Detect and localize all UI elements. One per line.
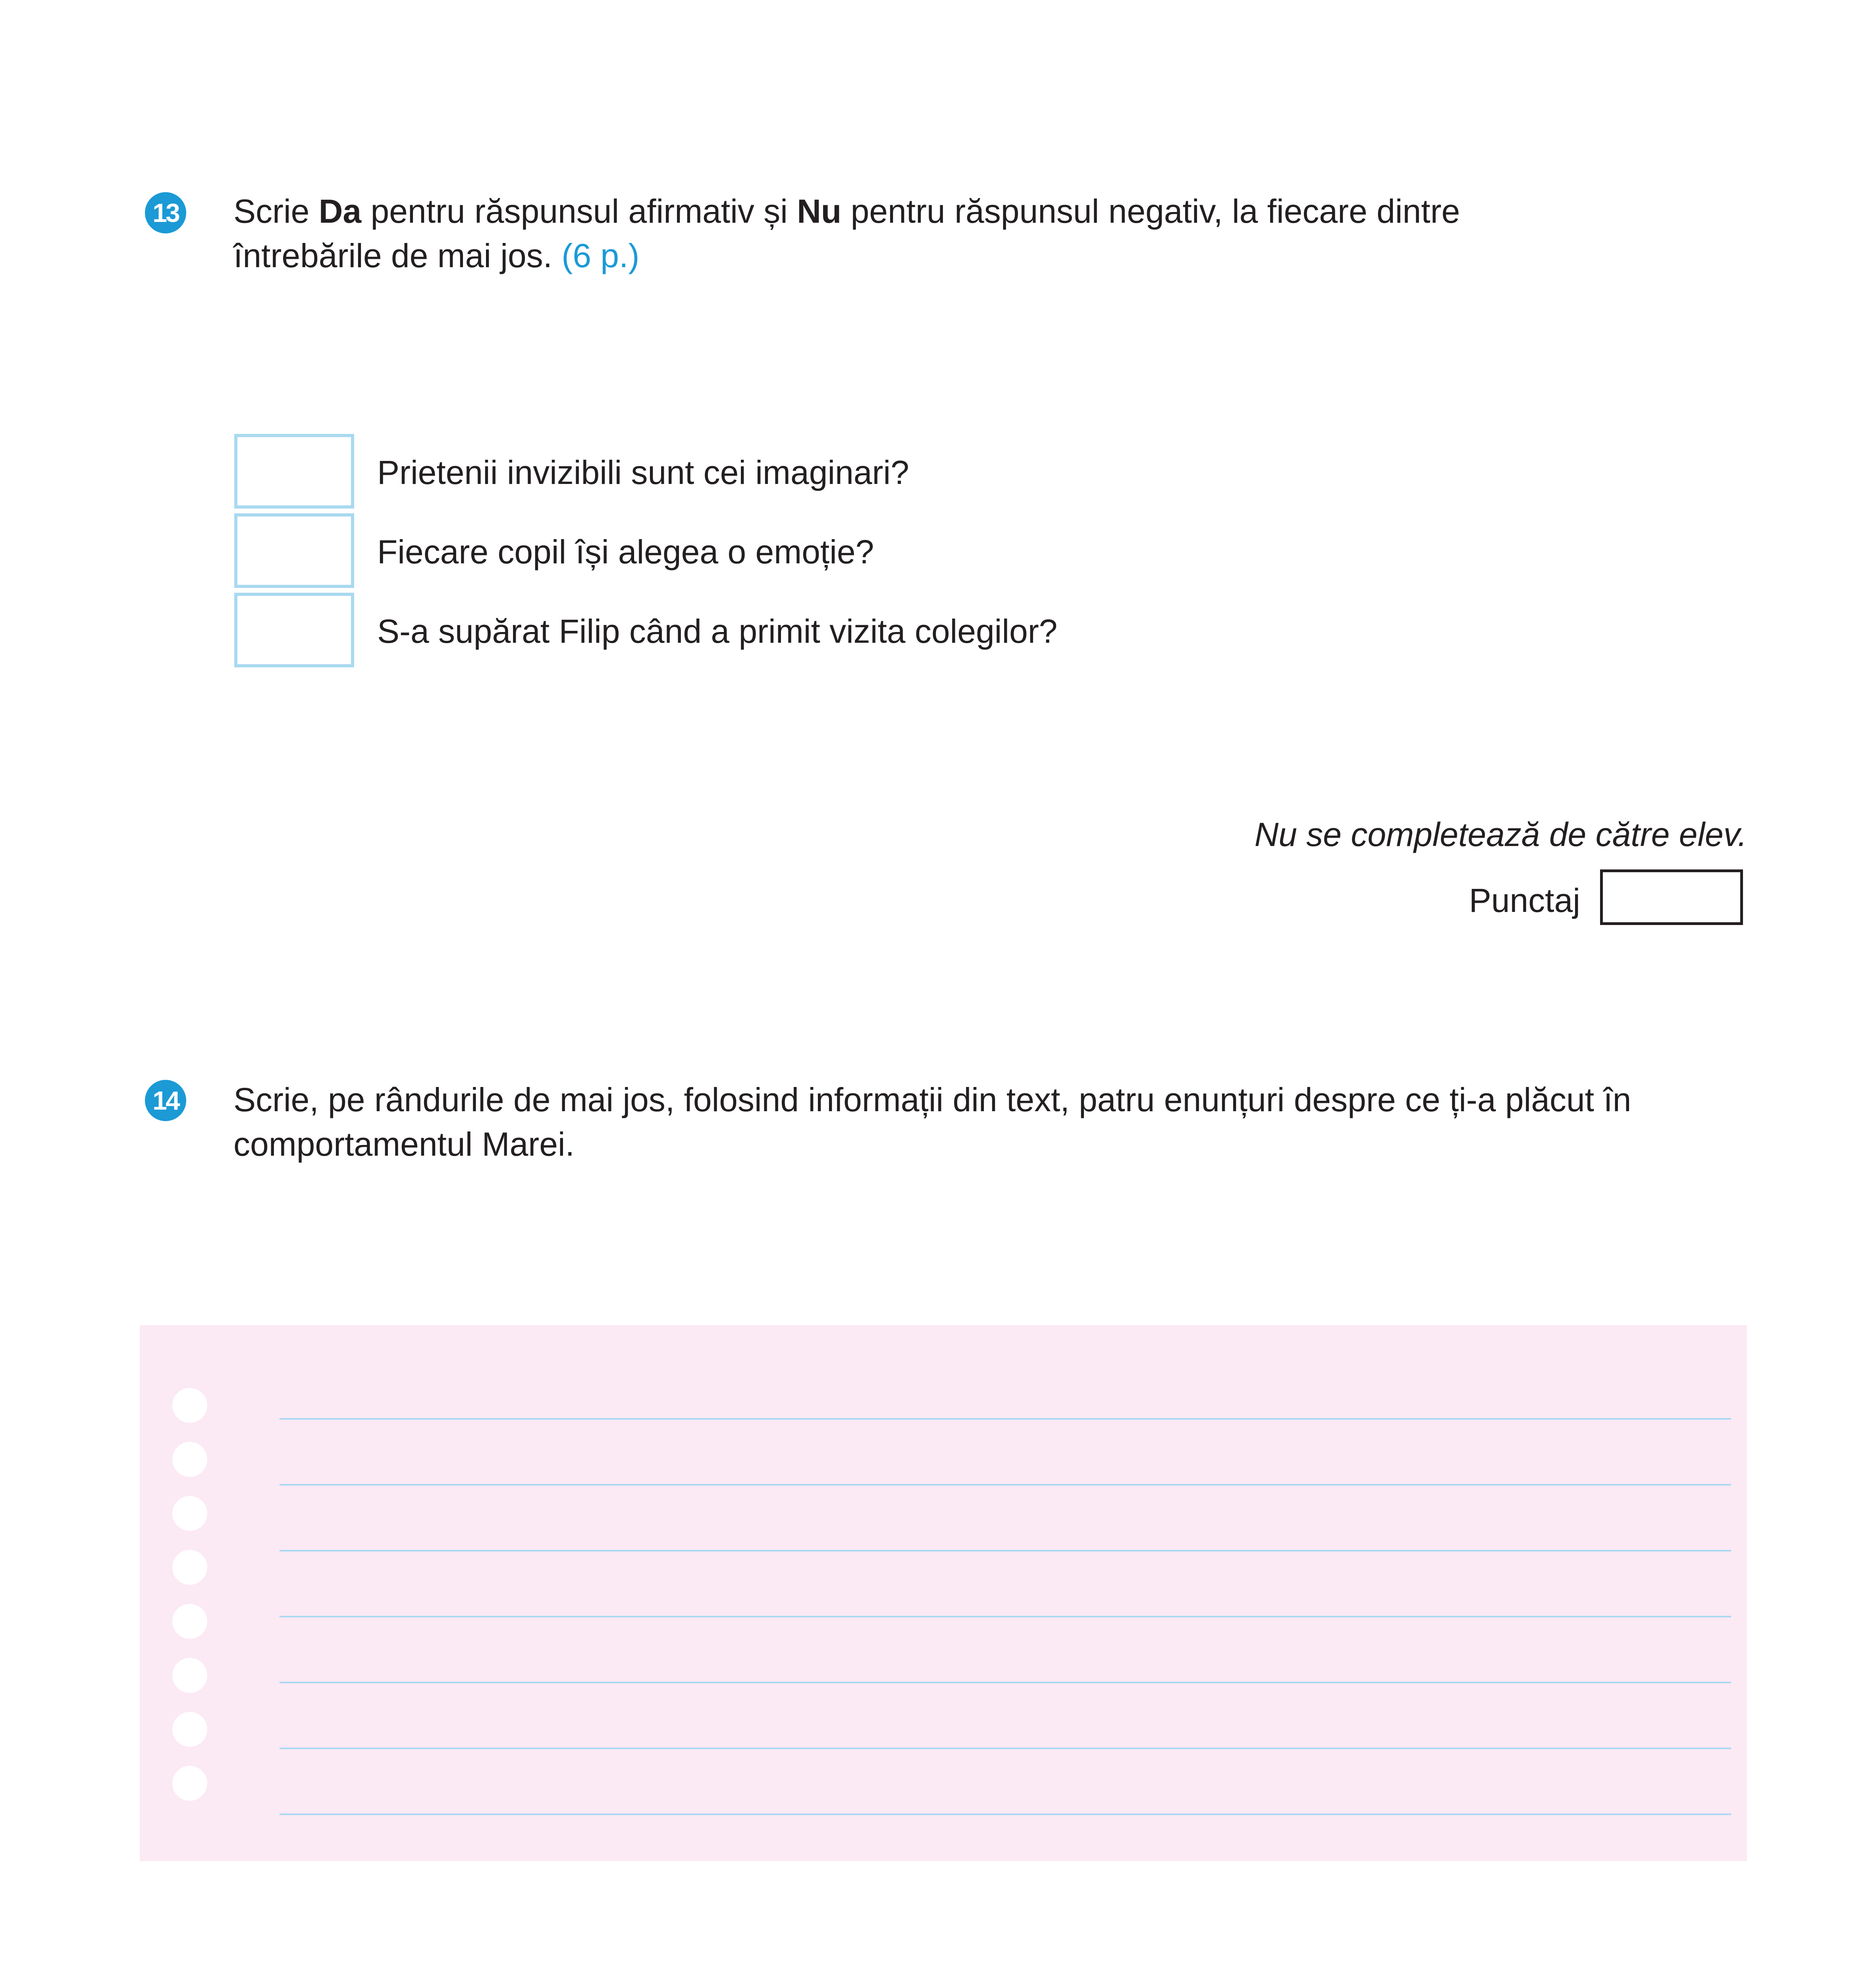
writing-line	[280, 1682, 1731, 1683]
binder-hole	[172, 1496, 207, 1531]
question-14-prompt-line1: Scrie, pe rândurile de mai jos, folosind informații din text, patru enunțuri despre ce ți-a plăcut în	[233, 1081, 1631, 1118]
binder-hole	[172, 1388, 207, 1423]
question-14-number-badge: 14	[145, 1080, 186, 1121]
binder-hole	[172, 1442, 207, 1477]
question-13-item-1: Prietenii invizibili sunt cei imaginari?	[377, 454, 909, 491]
question-13-item-3: S-a supărat Filip când a primit vizita colegilor?	[377, 613, 1058, 650]
teacher-only-note-13: Nu se completează de către elev.	[1254, 816, 1747, 853]
score-label-13: Punctaj	[1469, 882, 1580, 919]
binder-hole	[172, 1658, 207, 1693]
writing-line	[280, 1813, 1731, 1815]
writing-line	[280, 1550, 1731, 1551]
keyword-da: Da	[318, 193, 362, 230]
writing-line	[280, 1616, 1731, 1617]
writing-line	[280, 1418, 1731, 1420]
answer-box-1[interactable]	[234, 434, 354, 509]
answer-box-3[interactable]	[234, 593, 354, 667]
writing-line	[280, 1484, 1731, 1486]
writing-area[interactable]	[140, 1325, 1747, 1861]
question-14-prompt-line2: comportamentul Marei.	[233, 1125, 575, 1163]
question-13-prompt	[233, 189, 1754, 278]
score-box-13[interactable]	[1600, 869, 1743, 925]
question-13-prompt-line1: Scrie Da pentru răspunsul afirmativ și Nu pentru răspunsul negativ, la fiecare dintre	[233, 193, 1460, 230]
question-13-number-badge: 13	[145, 192, 186, 233]
binder-hole	[172, 1712, 207, 1747]
binder-hole	[172, 1550, 207, 1585]
question-13-item-2: Fiecare copil își alegea o emoție?	[377, 533, 874, 570]
question-13-points: (6 p.)	[561, 237, 640, 274]
keyword-nu: Nu	[797, 193, 842, 230]
binder-hole	[172, 1766, 207, 1801]
question-13-prompt-line2: întrebările de mai jos. (6 p.)	[233, 237, 640, 274]
binder-hole	[172, 1604, 207, 1639]
writing-line	[280, 1748, 1731, 1749]
answer-box-2[interactable]	[234, 513, 354, 588]
question-14-prompt	[233, 1077, 1758, 1166]
